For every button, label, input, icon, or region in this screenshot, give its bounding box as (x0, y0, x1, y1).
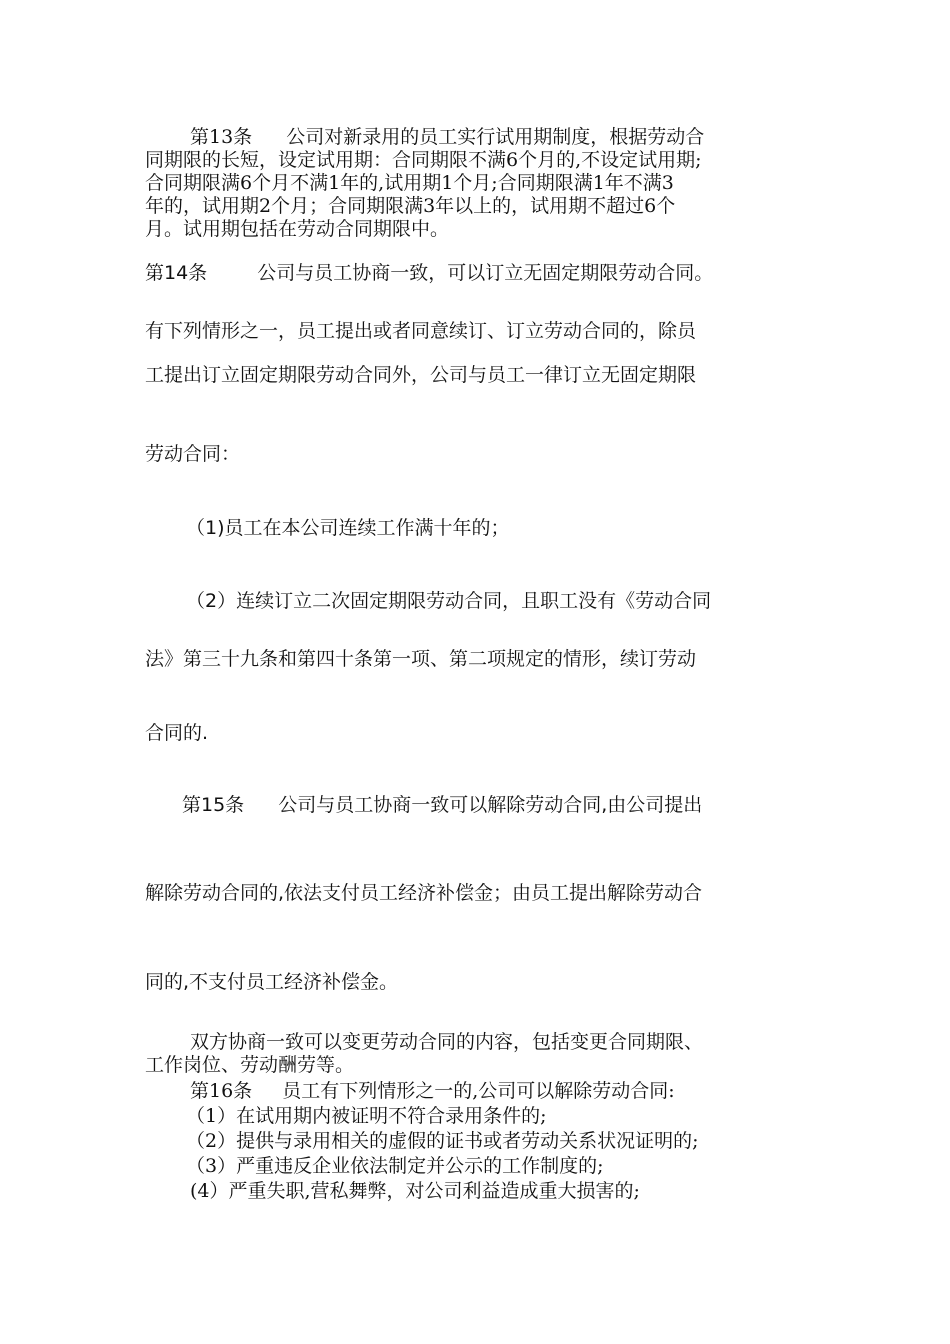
article-14-item-1: （1)员工在本公司连续工作满十年的； (186, 517, 510, 539)
article-14-line-2: 有下列情形之一，员工提出或者同意续订、订立劳动合同的，除员 (145, 320, 697, 342)
article-15-line-3: 同的,不支付员工经济补偿金。 (145, 971, 399, 993)
article-15-line-2: 解除劳动合同的,依法支付员工经济补偿金；由员工提出解除劳动合 (145, 882, 703, 904)
article-14-line-4: 劳动合同： (145, 443, 241, 465)
article-16-item-2: （2）提供与录用相关的虚假的证书或者劳动关系状况证明的; (186, 1130, 699, 1152)
article-15-line-1 (182, 794, 702, 816)
article-16-heading: 第16条 (190, 1080, 253, 1102)
article-13-heading: 第13条 (190, 126, 253, 148)
article-15-note-line-2: 工作岗位、劳动酬劳等。 (145, 1054, 355, 1076)
article-13-line-5: 月。试用期包括在劳动合同期限中。 (145, 218, 450, 240)
article-16-item-1: （1）在试用期内被证明不符合录用条件的; (186, 1105, 547, 1127)
article-15-text: 公司与员工协商一致可以解除劳动合同,由公司提出 (278, 794, 703, 816)
article-14-line-3: 工提出订立固定期限劳动合同外，公司与员工一律订立无固定期限 (145, 364, 697, 386)
article-13-line-4: 年的，试用期2个月；合同期限满3年以上的，试用期不超过6个 (145, 195, 676, 217)
article-13-text: 公司对新录用的员工实行试用期制度，根据劳动合 (286, 126, 705, 148)
article-16-item-3: （3）严重违反企业依法制定并公示的工作制度的; (186, 1155, 604, 1177)
article-13-line-1 (190, 126, 704, 148)
article-14-text: 公司与员工协商一致，可以订立无固定期限劳动合同。 (257, 262, 714, 284)
article-14-heading: 第14条 (145, 262, 208, 284)
article-13-line-3: 合同期限满6个月不满1年的,试用期1个月;合同期限满1年不满3 (145, 172, 674, 194)
article-14-item-2-line-1: （2）连续订立二次固定期限劳动合同，且职工没有《劳动合同 (186, 590, 712, 612)
article-16-item-4: (4）严重失职,营私舞弊，对公司利益造成重大损害的; (190, 1180, 640, 1202)
article-14-item-2-line-3: 合同的. (145, 722, 209, 744)
article-15-note-line-1: 双方协商一致可以变更劳动合同的内容，包括变更合同期限、 (190, 1031, 704, 1053)
article-14-line-1 (145, 262, 713, 284)
article-16-intro: 员工有下列情形之一的,公司可以解除劳动合同: (282, 1080, 675, 1102)
article-13-line-2: 同期限的长短，设定试用期：合同期限不满6个月的,不设定试用期; (145, 149, 702, 171)
article-14-item-2-line-2: 法》第三十九条和第四十条第一项、第二项规定的情形，续订劳动 (145, 648, 697, 670)
article-16-line-1 (190, 1080, 675, 1102)
article-15-heading: 第15条 (182, 794, 245, 816)
